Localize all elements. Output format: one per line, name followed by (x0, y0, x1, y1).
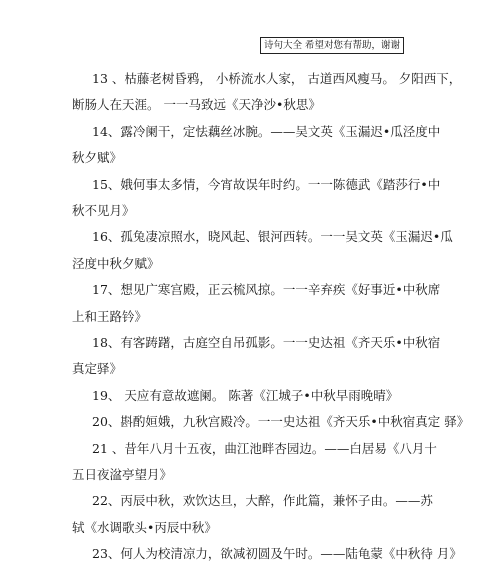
text-line: 泾度中秋夕赋》 (72, 256, 160, 271)
text-line: 22、丙辰中秋，欢饮达旦，大醉，作此篇，兼怀子由。——苏 (92, 493, 433, 508)
text-line: 13 、枯藤老树昏鸦， 小桥流水人家， 古道西风瘦马。 夕阳西下， (92, 71, 462, 86)
text-line: 23、何人为校清凉力，欲减初圆及午时。——陆龟蒙《中秋待 月》 (92, 546, 462, 561)
text-line: 16、孤兔凄凉照水，晓风起、银河西转。一一吴文英《玉漏迟•瓜 (92, 229, 453, 244)
text-line: 断肠人在天涯。 一一马致远《天净沙•秋思》 (72, 97, 321, 112)
text-line: 真定驿》 (72, 361, 123, 376)
header-note: 诗句大全 希望对您有帮助，谢谢 (260, 37, 404, 54)
text-line: 19、 天应有意故遮阑。 陈著《江城子•中秋早雨晚晴》 (92, 388, 399, 403)
text-line: 17、想见广寒宫殿，正云梳风掠。一一辛弃疾《好事近•中秋席 (92, 282, 441, 297)
text-line: 14、露冷阑干，定怯藕丝冰腕。——吴文英《玉漏迟•瓜泾度中 (92, 124, 441, 139)
text-line: 18、有客踌躇，古庭空自吊孤影。一一史达祖《齐天乐•中秋宿 (92, 335, 441, 350)
text-line: 秋夕赋》 (72, 150, 123, 165)
text-line: 21 、昔年八月十五夜，曲江池畔杏园边。——白居易《八月十 (92, 441, 437, 456)
text-line: 上和王路钤》 (72, 309, 148, 324)
text-line: 秋不见月》 (72, 203, 135, 218)
text-line: 轼《水调歌头•丙辰中秋》 (72, 520, 217, 535)
text-line: 五日夜湓亭望月》 (72, 467, 173, 482)
text-line: 20、斟酌姮娥，九秋宫殿冷。一一史达祖《齐天乐•中秋宿真定 驿》 (92, 414, 470, 429)
text-line: 15、娥何事太多情，今宵故误年时约。一一陈德武《踏莎行•中 (92, 177, 441, 192)
